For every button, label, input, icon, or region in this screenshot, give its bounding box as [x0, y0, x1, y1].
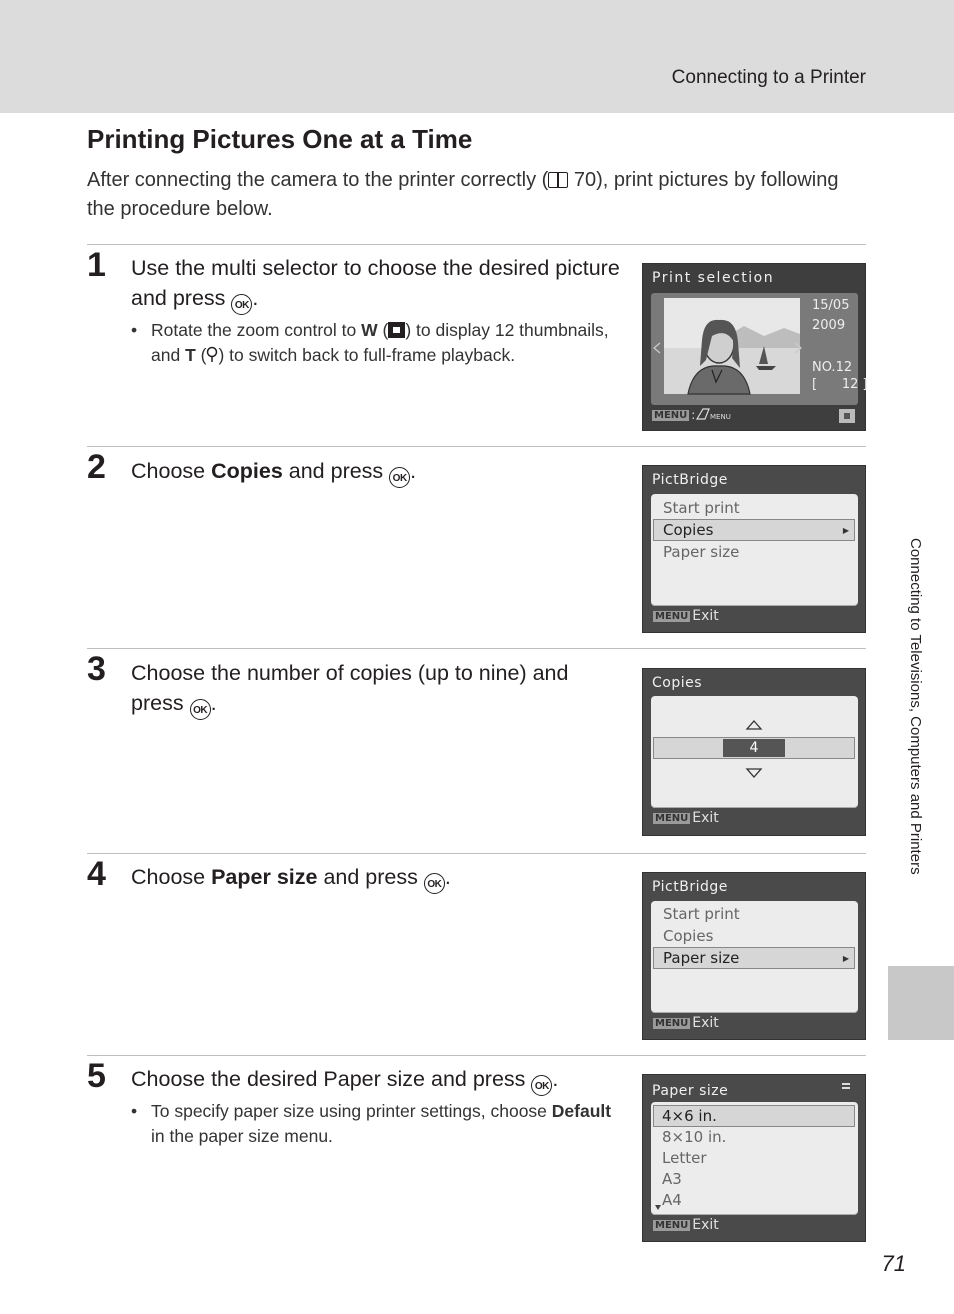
menu-item-start-print[interactable]: Start print — [663, 905, 740, 923]
prev-arrow-icon — [653, 342, 661, 354]
intro-paragraph — [87, 166, 847, 224]
svg-text:MENU: MENU — [710, 413, 732, 421]
bullet-dot: • — [131, 320, 138, 340]
ok-button-icon: OK — [424, 873, 445, 894]
menu-hint: MENU : MENU — [654, 408, 732, 422]
divider — [87, 1055, 866, 1056]
page-title: Printing Pictures One at a Time — [87, 124, 473, 154]
section-title: Connecting to a Printer — [671, 67, 866, 88]
step-heading: Choose Copies and press OK . — [131, 456, 621, 488]
menu-key-icon: MENU — [655, 813, 689, 824]
menu-item-start-print[interactable]: Start print — [663, 499, 740, 517]
exit-hint — [653, 1217, 719, 1233]
step-number: 3 — [87, 650, 106, 688]
book-reference-icon — [548, 172, 568, 188]
magnifier-icon — [206, 346, 218, 363]
bullet-text: ) to switch back to full-frame playback. — [218, 345, 516, 365]
copies-value[interactable]: 4 — [723, 739, 785, 757]
bullet-dot: • — [131, 1101, 138, 1121]
paper-size-option[interactable]: Letter — [662, 1149, 707, 1167]
photo-number: NO.12 — [812, 360, 853, 375]
zoom-w-key: W — [361, 320, 378, 340]
exit-label: Exit — [692, 1217, 719, 1233]
step-heading-text: Choose — [131, 865, 206, 889]
divider — [87, 648, 866, 649]
divider — [87, 446, 866, 447]
step-heading: Use the multi selector to choose the desired picture and press OK . — [131, 253, 621, 315]
menu-box — [651, 494, 858, 606]
exit-label: Exit — [692, 608, 719, 624]
step-number: 5 — [87, 1057, 106, 1095]
intro-text-1: After connecting the camera to the printer correctly ( — [87, 169, 549, 191]
step-heading-text: Choose the desired Paper size and press — [131, 1067, 526, 1091]
ok-button-icon: OK — [389, 467, 410, 488]
menu-item-copies[interactable]: Copies — [663, 927, 714, 945]
camera-screen-copies — [642, 668, 866, 836]
exit-hint — [653, 810, 719, 826]
next-arrow-icon — [794, 342, 802, 354]
screen-title: Paper size — [652, 1083, 729, 1099]
scroll-down-icon — [655, 1205, 661, 1210]
step-heading: Choose the desired Paper size and press OK . — [131, 1064, 621, 1096]
decrease-arrow-icon[interactable] — [746, 768, 762, 778]
step-bullet: • Rotate the zoom control to W ( ) to display 12 thumbnails, and T ( ) to switch back to full-frame playback. — [131, 320, 609, 365]
exit-hint — [653, 1015, 719, 1031]
step-number: 4 — [87, 855, 106, 893]
camera-screen-paper-size — [642, 1074, 866, 1242]
photo-thumbnail — [664, 298, 800, 394]
camera-screen-pictbridge-copies — [642, 465, 866, 633]
side-tab-marker — [888, 966, 954, 1040]
screen-title: Print selection — [652, 270, 775, 286]
step-heading-bold: Paper size — [211, 865, 318, 889]
screen-title: PictBridge — [652, 472, 728, 488]
divider — [87, 244, 866, 245]
side-tab-label-container — [906, 538, 926, 958]
step-heading-bold: Copies — [211, 459, 283, 483]
thumbnail-view-icon — [839, 409, 855, 423]
camera-screen-print-selection — [642, 263, 866, 431]
intro-page-ref: 70 — [573, 169, 597, 191]
scroll-indicator-icon — [842, 1083, 850, 1091]
submenu-arrow-icon: ▶ — [842, 526, 849, 535]
bullet-text: in the paper size menu. — [151, 1126, 333, 1146]
menu-key-icon: MENU — [655, 611, 689, 622]
exit-label: Exit — [692, 810, 719, 826]
photo-year: 2009 — [812, 318, 846, 333]
thumbnail-icon — [388, 322, 405, 338]
screen-title: PictBridge — [652, 879, 728, 895]
step-heading-text: and press — [288, 459, 384, 483]
divider — [87, 853, 866, 854]
header-band — [0, 0, 954, 113]
ok-button-icon: OK — [190, 699, 211, 720]
menu-item-paper-size[interactable]: Paper size — [663, 949, 740, 967]
print-menu-icon — [695, 407, 732, 421]
camera-screen-pictbridge-paper-size — [642, 872, 866, 1040]
step-number: 1 — [87, 246, 106, 284]
bullet-text: To specify paper size using printer settings, choose — [151, 1101, 547, 1121]
paper-size-option[interactable]: A4 — [662, 1191, 682, 1209]
menu-key-icon: MENU — [655, 1018, 689, 1029]
menu-box — [651, 1102, 858, 1215]
increase-arrow-icon[interactable] — [746, 720, 762, 730]
bullet-bold: Default — [551, 1101, 612, 1121]
menu-item-paper-size[interactable]: Paper size — [663, 543, 740, 561]
step-bullet — [131, 1099, 621, 1149]
ok-button-icon: OK — [531, 1075, 552, 1096]
menu-box — [651, 696, 858, 808]
paper-size-option[interactable]: 8×10 in. — [662, 1128, 727, 1146]
exit-label: Exit — [692, 1015, 719, 1031]
submenu-arrow-icon: ▶ — [842, 954, 849, 963]
step-heading-text: Use the multi selector to choose the desired picture and press — [131, 256, 620, 310]
bullet-text: Rotate the zoom control to — [151, 320, 357, 340]
menu-box — [651, 901, 858, 1013]
exit-hint — [653, 608, 719, 624]
intro-text-2: ), print pictures by following the procedure below. — [87, 169, 839, 220]
step-heading: Choose the number of copies (up to nine) and press OK . — [131, 658, 621, 720]
photo-count: [ 12 ] — [812, 377, 868, 392]
paper-size-option[interactable]: 4×6 in. — [662, 1107, 717, 1125]
photo-date: 15/05 — [812, 298, 850, 313]
paper-size-option[interactable]: A3 — [662, 1170, 682, 1188]
menu-key-icon: MENU — [654, 410, 688, 421]
zoom-t-key: T — [185, 345, 196, 365]
step-heading-text: Choose — [131, 459, 206, 483]
menu-key-icon: MENU — [655, 1220, 689, 1231]
bullet-text: ) to display 12 thumbnails, and — [151, 320, 609, 365]
step-heading-text: Choose the number of copies (up to nine) and press — [131, 661, 569, 715]
step-heading: Choose Paper size and press OK . — [131, 862, 621, 894]
menu-item-copies[interactable]: Copies — [663, 521, 714, 539]
ok-button-icon: OK — [231, 294, 252, 315]
page-number: 71 — [881, 1251, 906, 1276]
step-number: 2 — [87, 448, 106, 486]
step-heading-text: and press — [323, 865, 418, 889]
screen-title: Copies — [652, 675, 703, 691]
side-tab-label: Connecting to Televisions, Computers and Printers — [907, 538, 924, 875]
